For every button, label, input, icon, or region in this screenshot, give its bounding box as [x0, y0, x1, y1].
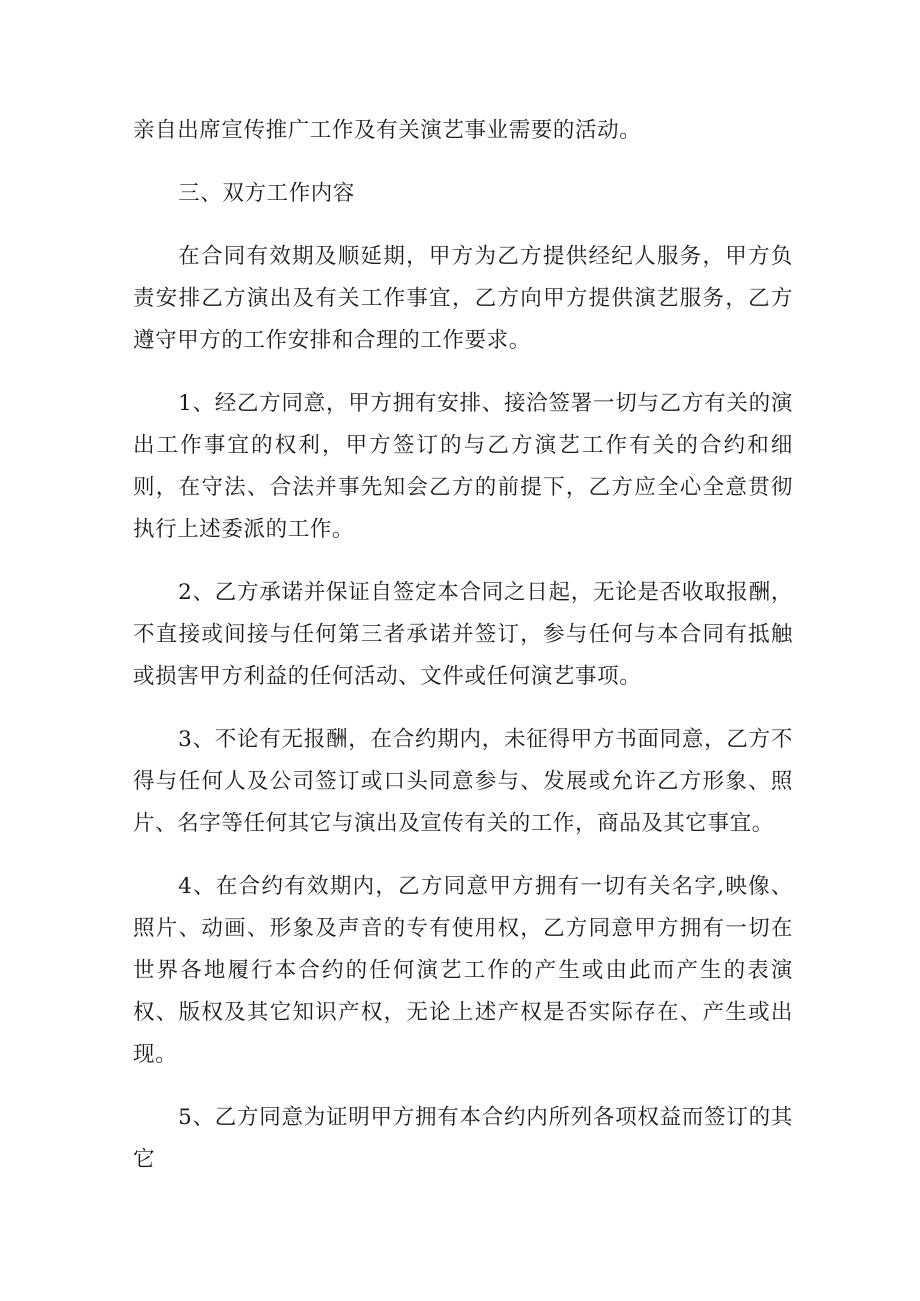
paragraph-continuation: 亲自出席宣传推广工作及有关演艺事业需要的活动。 [133, 118, 642, 143]
clause-5: 5、乙方同意为证明甲方拥有本合约内所列各项权益而签订的其它 [133, 1105, 793, 1172]
clause-4: 4、在合约有效期内，乙方同意甲方拥有一切有关名字,映像、照片、动画、形象及声音的专有使用权，乙方同意甲方拥有一切在世界各地履行本合约的任何演艺工作的产生或由此而产生的表演权、版权及其它知识产权，无论上述产权是否实际存在、产生或出现。 [133, 874, 793, 1067]
clause-3: 3、不论有无报酬，在合约期内，未征得甲方书面同意，乙方不得与任何人及公司签订或口头同意参与、发展或允许乙方形象、照片、名字等任何其它与演出及宣传有关的工作，商品及其它事宜。 [133, 727, 793, 836]
document-body [133, 110, 793, 1202]
section-heading: 三、双方工作内容 [178, 181, 355, 206]
clause-1: 1、经乙方同意，甲方拥有安排、接洽签署一切与乙方有关的演出工作事宜的权利，甲方签订的与乙方演艺工作有关的合约和细则，在守法、合法并事先知会乙方的前提下，乙方应全心全意贯彻执行上述委派的工作。 [133, 391, 793, 542]
clause-2: 2、乙方承诺并保证自签定本合同之日起，无论是否收取报酬，不直接或间接与任何第三者承诺并签订，参与任何与本合同有抵触或损害甲方利益的任何活动、文件或任何演艺事项。 [133, 580, 793, 689]
paragraph-intro: 在合同有效期及顺延期，甲方为乙方提供经纪人服务，甲方负责安排乙方演出及有关工作事宜，乙方向甲方提供演艺服务，乙方遵守甲方的工作安排和合理的工作要求。 [133, 244, 793, 353]
